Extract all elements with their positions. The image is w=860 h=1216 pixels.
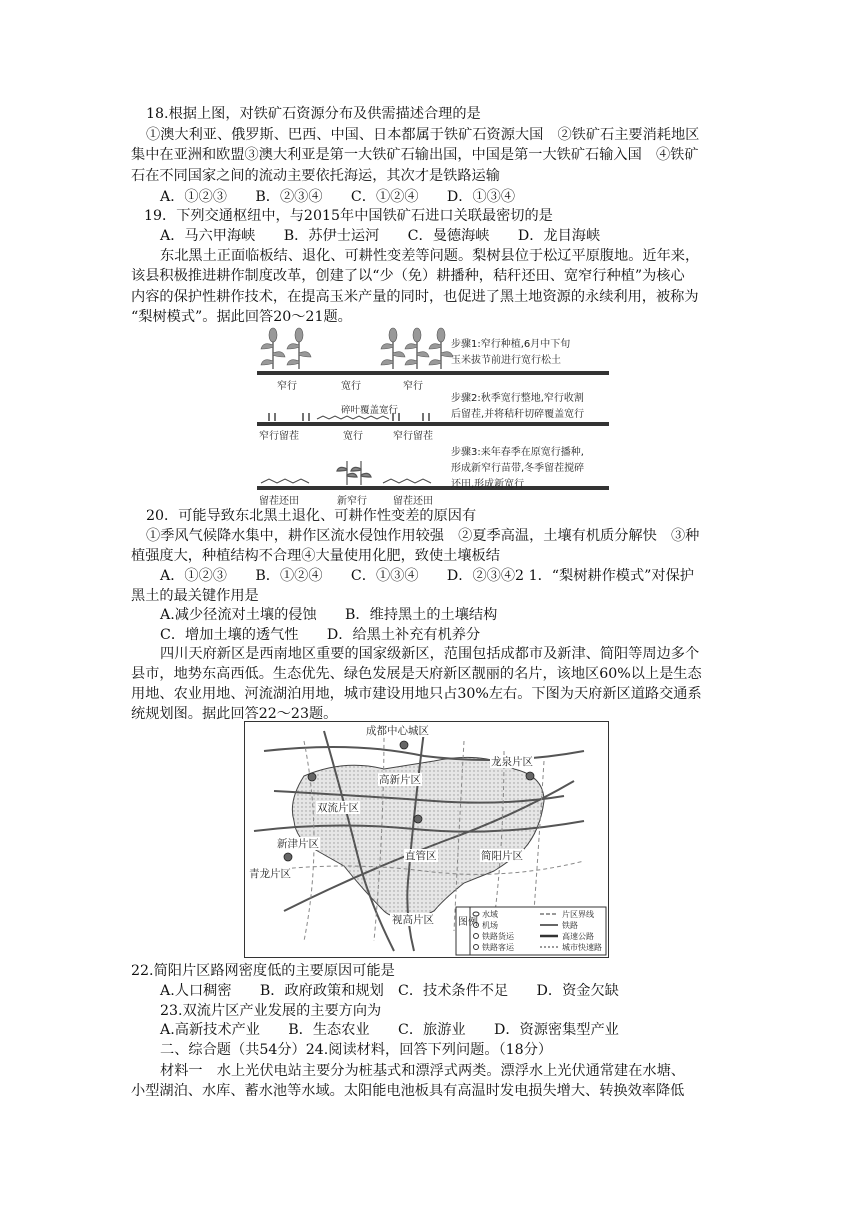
- svg-text:简阳片区: 简阳片区: [481, 850, 523, 862]
- svg-text:图例: 图例: [458, 917, 478, 928]
- svg-text:城市快速路: 城市快速路: [562, 943, 602, 952]
- svg-text:新窄行: 新窄行: [337, 496, 367, 507]
- svg-text:片区界线: 片区界线: [562, 910, 594, 919]
- row3-seedlings: [337, 461, 371, 485]
- svg-text:形成新窄行苗带,冬季留茬搅碎: 形成新窄行苗带,冬季留茬搅碎: [451, 463, 585, 474]
- row1-soil: [257, 371, 609, 375]
- svg-text:后留茬,并将秸秆切碎覆盖宽行: 后留茬,并将秸秆切碎覆盖宽行: [451, 409, 585, 420]
- row2-mulch: [317, 416, 389, 419]
- svg-text:铁路客运: 铁路客运: [482, 943, 514, 952]
- row2-soil: [257, 422, 609, 426]
- tianfu-road-map: [244, 721, 609, 958]
- svg-text:还田,形成新宽行: 还田,形成新宽行: [451, 479, 525, 490]
- svg-text:铁路: 铁路: [562, 921, 578, 930]
- passage1-line3: 内容的保护性耕作技术，在提高玉米产量的同时，也促进了黑土地资源的永续利用，被称为: [131, 289, 699, 305]
- svg-text:窄行: 窄行: [403, 381, 423, 392]
- passage1-line1: 东北黑土正面临板结、退化、可耕性变差等问题。梨树县位于松辽平原腹地。近年来，: [160, 248, 700, 264]
- passage2-line2: 县市，地势东高西低。生态优先、绿色发展是天府新区靓丽的名片，该地区60%以上是生态: [131, 666, 702, 682]
- q19-options: A．马六甲海峡 B．苏伊士运河 C．曼德海峡 D．龙目海峡: [160, 228, 601, 244]
- row3-soil: [257, 486, 609, 490]
- map-legend: [456, 907, 606, 955]
- q23-stem: 23.双流片区产业发展的主要方向为: [160, 1003, 382, 1019]
- svg-text:水域: 水域: [482, 910, 498, 919]
- svg-text:步骤2:秋季宽行整地,窄行收割: 步骤2:秋季宽行整地,窄行收割: [451, 393, 584, 404]
- svg-text:直管区: 直管区: [405, 850, 437, 862]
- svg-text:窄行留茬: 窄行留茬: [259, 431, 299, 442]
- q23-options: A.高新技术产业 B．生态农业 C．旅游业 D．资源密集型产业: [160, 1022, 619, 1038]
- passage1-line4: “梨树模式”。据此回答20～21题。: [131, 309, 352, 325]
- q18-stem: 18.根据上图，对铁矿石资源分布及供需描述合理的是: [146, 106, 481, 122]
- q22-stem: 22.简阳片区路网密度低的主要原因可能是: [131, 963, 395, 979]
- passage1-line2: 该县积极推进耕作制度改革，创建了以“少（免）耕播种，秸秆还田、宽窄行种植”为核心: [131, 268, 685, 284]
- svg-text:窄行留茬: 窄行留茬: [393, 431, 433, 442]
- svg-text:成都中心城区: 成都中心城区: [366, 725, 429, 737]
- q20-line2: 植强度大，种植结构不合理④大量使用化肥，致使土壤板结: [131, 548, 500, 564]
- section2-heading: 二、综合题（共54分）24.阅读材料，回答下列问题。（18分）: [160, 1042, 553, 1058]
- svg-text:视高片区: 视高片区: [392, 914, 434, 926]
- q20-stem: 20．可能导致东北黑土退化、可耕作性变差的原因有: [146, 508, 477, 524]
- q18-line3: 石在不同国家之间的流动主要依托海运，其次才是铁路运输: [131, 168, 500, 184]
- svg-text:新津片区: 新津片区: [277, 838, 319, 850]
- q20-line1: ①季风气候降水集中，耕作区流水侵蚀作用较强 ②夏季高温，土壤有机质分解快 ③种: [146, 528, 700, 544]
- svg-text:宽行: 宽行: [343, 431, 363, 442]
- svg-text:铁路货运: 铁路货运: [482, 932, 514, 941]
- svg-text:双流片区: 双流片区: [317, 802, 359, 814]
- q22-options: A.人口稠密 B．政府政策和规划 C．技术条件不足 D．资金欠缺: [160, 983, 619, 999]
- svg-text:青龙片区: 青龙片区: [249, 868, 291, 880]
- section2-line1: 材料一 水上光伏电站主要分为桩基式和漂浮式两类。漂浮水上光伏通常建在水塘、: [160, 1063, 685, 1079]
- svg-text:留茬还田: 留茬还田: [393, 496, 433, 507]
- row1-plants: [261, 328, 453, 369]
- svg-text:玉米拔节前进行宽行松土: 玉米拔节前进行宽行松土: [451, 355, 561, 366]
- q18-options: A．①②③ B．②③④ C．①②④ D．①③④: [160, 189, 516, 205]
- svg-text:步骤3:来年春季在原宽行播种,: 步骤3:来年春季在原宽行播种,: [451, 447, 584, 458]
- q19-stem: 19．下列交通枢纽中，与2015年中国铁矿石进口关联最密切的是: [144, 208, 553, 224]
- svg-text:机场: 机场: [482, 921, 498, 930]
- passage2-line3: 用地、农业用地、河流湖泊用地，城市建设用地只占30%左右。下图为天府新区道路交通系: [131, 686, 702, 702]
- q18-line2: 集中在亚洲和欧盟③澳大利亚是第一大铁矿石输出国，中国是第一大铁矿石输入国 ④铁矿: [131, 147, 699, 163]
- svg-text:高速公路: 高速公路: [562, 932, 594, 941]
- svg-text:龙泉片区: 龙泉片区: [491, 756, 533, 768]
- tillage-steps-figure: [255, 325, 615, 510]
- q21-options-cd: C．增加土壤的透气性 D．给黑土补充有机养分: [160, 627, 481, 643]
- svg-text:窄行: 窄行: [277, 381, 297, 392]
- row3-stubble: [261, 479, 431, 483]
- svg-text:碎叶覆盖宽行: 碎叶覆盖宽行: [341, 405, 399, 416]
- q18-line1: ①澳大利亚、俄罗斯、巴西、中国、日本都属于铁矿石资源大国 ②铁矿石主要消耗地区: [146, 127, 700, 143]
- section2-line2: 小型湖泊、水库、蓄水池等水域。太阳能电池板具有高温时发电损失增大、转换效率降低: [131, 1083, 685, 1099]
- q20-options: A．①②③ B．①②④ C．①③④ D．②③④2 1．“梨树耕作模式”对保护: [160, 568, 694, 584]
- passage2-line1: 四川天府新区是西南地区重要的国家级新区，范围包括成都市及新津、简阳等周边多个: [160, 646, 700, 662]
- svg-text:高新片区: 高新片区: [379, 774, 421, 786]
- passage2-line4: 统规划图。据此回答22～23题。: [131, 706, 338, 722]
- svg-text:宽行: 宽行: [341, 381, 361, 392]
- svg-text:步骤1:窄行种植,6月中下旬: 步骤1:窄行种植,6月中下旬: [451, 339, 571, 350]
- q21-stem: 黑土的最关键作用是: [131, 588, 259, 604]
- q21-options-ab: A.减少径流对土壤的侵蚀 B．维持黑土的土壤结构: [160, 607, 498, 623]
- svg-text:留茬还田: 留茬还田: [259, 496, 299, 507]
